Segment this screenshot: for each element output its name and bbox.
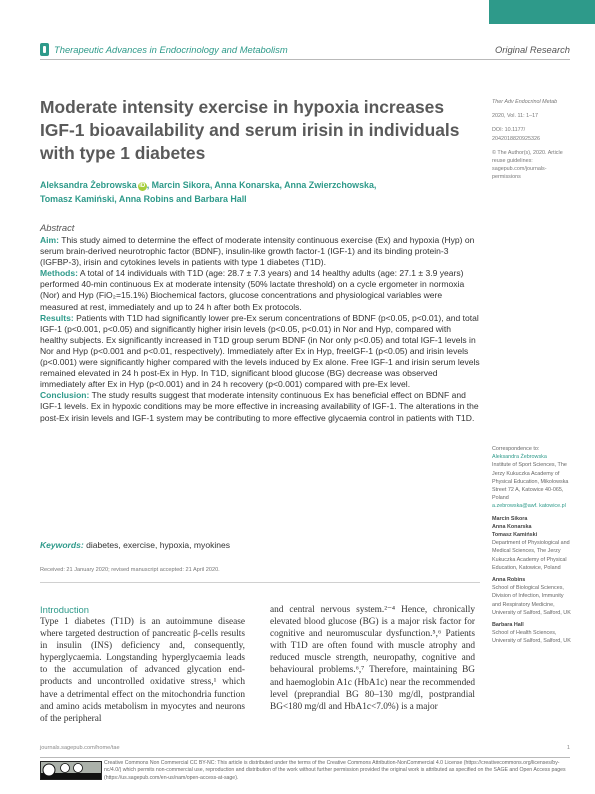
doi[interactable]: DOI: 10.1177/ 2042018820925326 [492, 127, 540, 142]
volume-info: 2020, Vol. 11: 1–17 [492, 113, 539, 120]
license-text: Creative Commons Non Commercial CC BY-NC: This article is distributed under the terms of the Creative Commons Attribution-NonCommercial 4.0 License (https://creativecommons.org/licenses/by-nc/4.0/) which permits non-commercial use, reproduction and distribution of the work without further permission provided the original work is attributed as specified on the SAGE and Open Access pages (https://us.sagepub.com/en-us/nam/open-access-at-sage). [104, 760, 566, 781]
affiliation-2: Department of Physiological and Medical Sciences, The Jerzy Kukuczka Academy of Physical Education, Katowice, Poland [492, 540, 570, 571]
footer-rule [40, 757, 570, 758]
author-name: Tomasz Kamiński [492, 532, 538, 539]
journal-url[interactable]: journals.sagepub.com/home/tae [40, 745, 120, 751]
corner-accent [489, 0, 595, 24]
correspondence-label: Correspondence to: [492, 446, 540, 452]
keywords: Keywords: diabetes, exercise, hypoxia, myokines [40, 540, 231, 550]
abstract-methods: Methods: A total of 14 individuals with T1D (age: 28.7 ± 7.3 years) and 14 healthy adults (age: 27.1 ± 3.9 years) performed 40-min continuous Ex at moderate intensity (50% lactate threshold) on a cycle ergometer in normoxia (Nor) and Hyp (FiO₂=15.1%) Biochemical factors, glucose concentrations and physiological variables were measured at rest, immediately and up to 24 h after both Ex protocols. [40, 268, 465, 312]
authors-rest: , Marcin Sikora, Anna Konarska, Anna Zwierzchowska, [146, 180, 377, 190]
email-link[interactable]: a.zebrowska@awf. katowice.pl [492, 503, 566, 510]
author-list [40, 178, 480, 206]
cc-license-badge-icon[interactable] [40, 761, 102, 780]
abstract [40, 222, 480, 424]
section-label: Original Research [494, 44, 570, 55]
affiliation-1: Institute of Sport Sciences, The Jerzy Kukuczka Academy of Physical Education, Mikolowska Street 72 A, Katowice 40-065, Poland [492, 462, 569, 502]
abstract-conclusion: Conclusion: The study results suggest that moderate intensity continuous Ex has beneficial effect on BDNF and IGF-1 levels. Ex in hypoxic conditions may be more effective in increasing availability of IGF-1. The alterations in the post-Ex irisin levels and IGF-1 system may be contributing to more effective glycaemia control in patients with T1D. [40, 390, 479, 423]
copyright-notice: © The Author(s), 2020. Article reuse guidelines: sagepub.com/journals-permissions [492, 149, 563, 181]
journal-logo-icon [40, 43, 49, 56]
page-number: 1 [566, 745, 570, 751]
author-name: Barbara Hall [492, 622, 524, 629]
journal-name: Therapeutic Advances in Endocrinology and Metabolism [54, 44, 288, 55]
section-divider [40, 582, 480, 583]
author-name: Marcin Sikora [492, 515, 528, 522]
author-first: Aleksandra Żebrowska [40, 180, 137, 190]
body-column-left: Type 1 diabetes (T1D) is an autoimmune disease where targeted destruction of pancreatic β-cells results in insulin (INS) deficiency and, consequently, hyperglycaemia. Longstanding hyperglycaemia leads to the accumulation of advanced glycation end-products and uncontrolled oxidative stress,¹ which have a detrimental effect on the mitochondria function and amino acids metabolism in myocytes and neurons of the peripheral [40, 617, 245, 724]
abstract-aim: Aim: This study aimed to determine the effect of moderate intensity continuous exercise (Ex) and hypoxia (Hyp) on serum brain-derived neurotrophic factor (BDNF), insulin-like growth factor-1 (IGF-1) and its binding protein-3 (IGFBP-3), irisin and cytokines levels in patients with type 1 diabetes (T1D). [40, 235, 475, 268]
author-name: Anna Robins [492, 577, 526, 584]
received-dates: Received: 21 January 2020; revised manuscript accepted: 21 April 2020. [40, 567, 220, 573]
abstract-results: Results: Patients with T1D had significantly lower pre-Ex serum concentrations of BDNF (p<0.05, p<0.01), and total IGF-1 (p<0.001, p<0.05) and significantly higher irisin levels (p<0.05, p<0.01) in Nor and Hyp, compared with healthy subjects. Ex significantly increased in T1D group serum BDNF (in Nor only p<0.05) and total IGF-1 levels in Nor and Hyp (p<0.001 and p<0.01, respectively). Immediately after Ex in Hyp, freeIGF-1 (p<0.05) and irisin levels (p<0.001) were significantly higher compared with the levels induced by Ex alone. Free IGF-1 and irisin serum levels remained elevated in 24 h post-Ex in Hyp. In T1D, significant blood glucose (BG) decrease was observed immediately after Ex in Hyp (p<0.001) and in 24 h recovery (p<0.001) compared with pre-Ex level. [40, 312, 480, 390]
affiliation-3: School of Biological Sciences, Division of Infection, Immunity and Respiratory Medicine, University of Salford, Salford, UK [492, 585, 571, 616]
affiliation-4: School of Health Sciences, University of Salford, Salford, UK [492, 630, 571, 645]
article-title: Moderate intensity exercise in hypoxia increases IGF-1 bioavailability and serum irisin in individuals with type 1 diabetes [40, 97, 460, 163]
body-column-right: and central nervous system.²⁻⁴ Hence, chronically elevated blood glucose (BG) is a major risk factor for cognitive and neuromuscular dysfunction.⁵,⁶ Patients with T1D are often found with muscle atrophy and reduced muscle strength, neuropathy, cognitive and behavioural problems.⁶,⁷ Therefore, maintaining BG and haemoglobin A1c (HbA1c) near the recommended level (preprandial BG 80–130 mg/dl, postprandial BG<180 mg/dl and HbA1c<7.0%) is a major [270, 605, 475, 712]
author-name: Anna Konarska [492, 523, 532, 530]
authors-line-two: Tomasz Kamiński, Anna Robins and Barbara Hall [40, 194, 247, 204]
journal-abbreviation: Ther Adv Endocrinol Metab [492, 99, 558, 105]
article-meta-sidebar [492, 98, 572, 182]
introduction-heading: Introduction [40, 604, 89, 615]
abstract-heading: Abstract [40, 222, 75, 233]
correspondence-sidebar [492, 445, 572, 646]
corresponding-author: Aleksandra Żebrowska [492, 454, 547, 461]
orcid-icon[interactable]: iD [139, 183, 146, 189]
header-rule [40, 59, 570, 60]
